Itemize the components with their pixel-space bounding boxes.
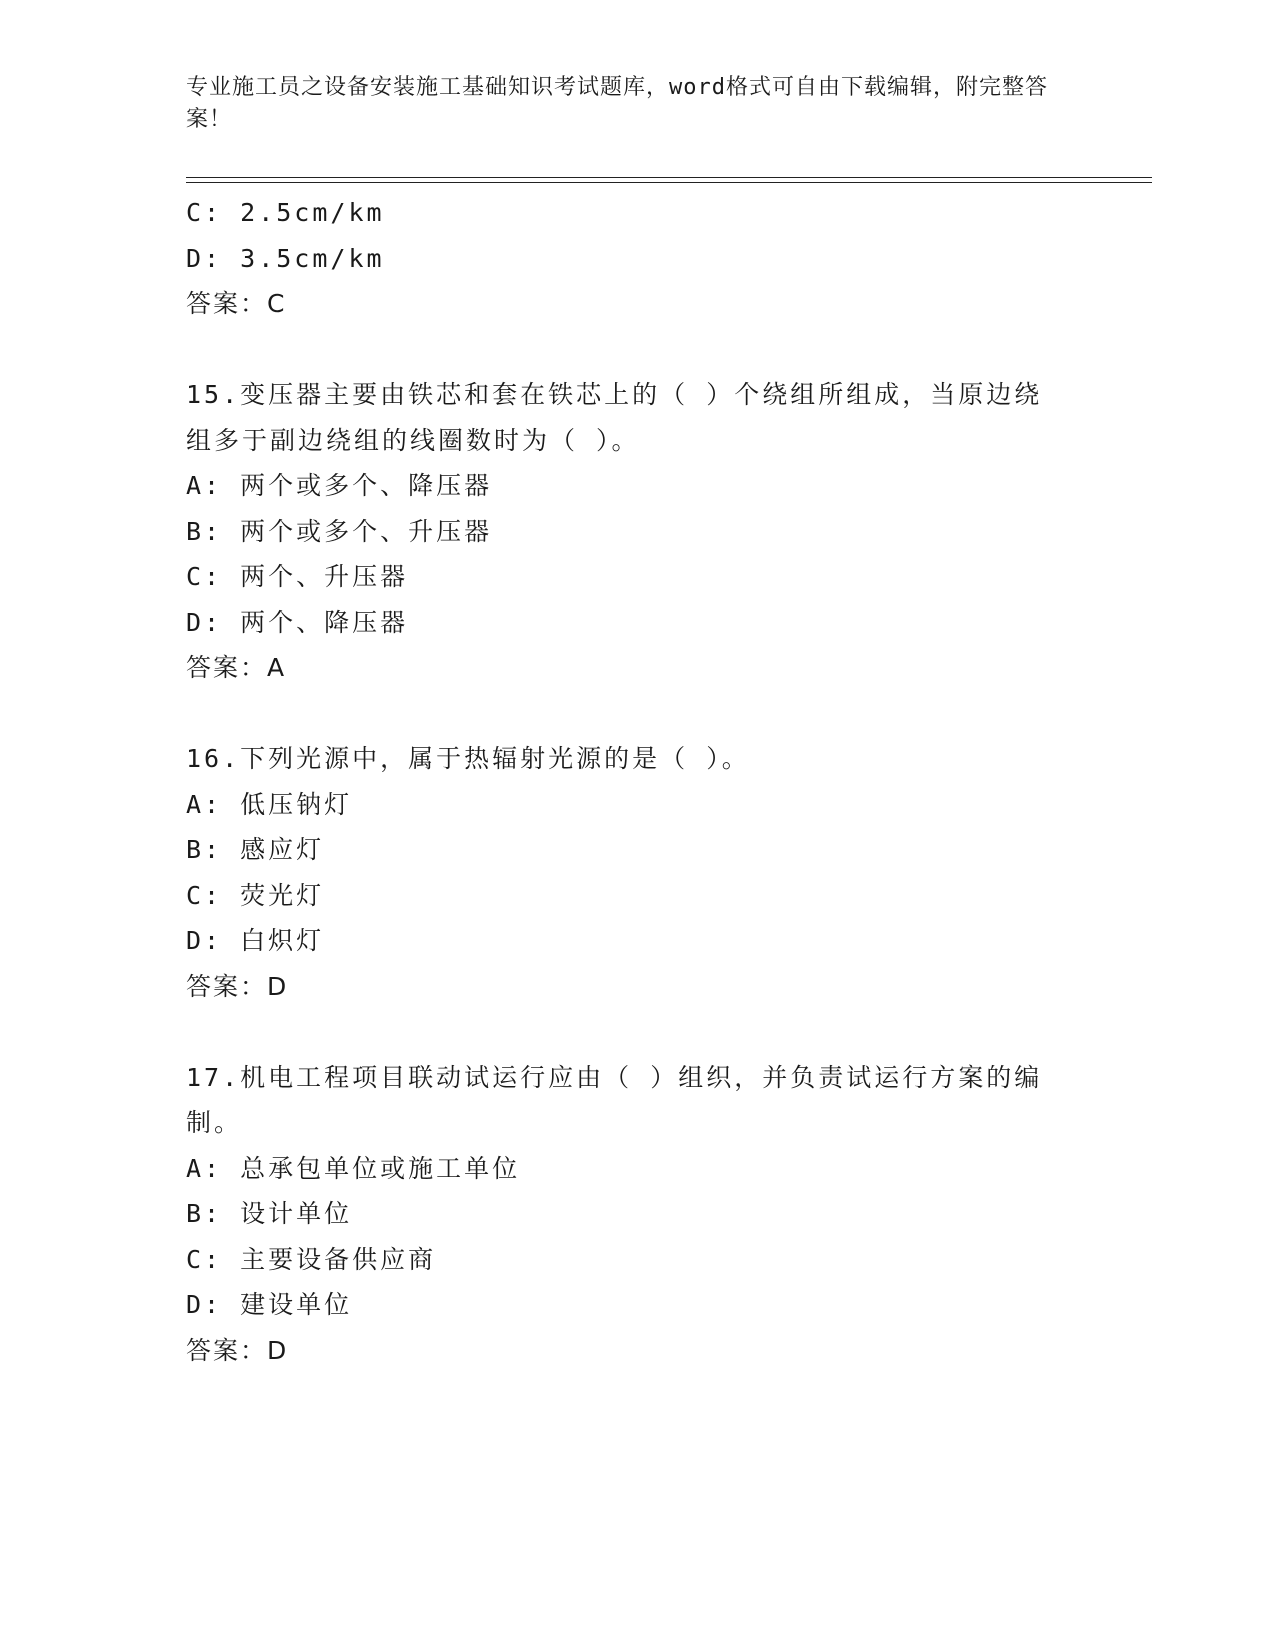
question-text: 15.变压器主要由铁芯和套在铁芯上的（ ）个绕组所组成，当原边绕组多于副边绕组的线圈数时为（ ）。 <box>186 380 1043 455</box>
option-d: D: 两个、降压器 <box>186 607 409 637</box>
answer-line: 答案：D <box>186 971 289 1001</box>
document-header: 专业施工员之设备安装施工基础知识考试题库，word格式可自由下载编辑，附完整答案！ <box>186 75 1048 132</box>
option-b: B: 设计单位 <box>186 1199 353 1228</box>
option-a: A: 低压钠灯 <box>186 789 353 819</box>
header-divider-top <box>186 177 1152 178</box>
question-16 <box>186 736 1086 1009</box>
spacer <box>186 1009 1086 1055</box>
option-c: C: 荧光灯 <box>186 880 325 910</box>
header-divider-bottom <box>186 182 1152 183</box>
option-b: B: 感应灯 <box>186 835 325 864</box>
option-d: D: 3.5cm/km <box>186 243 385 273</box>
question-15 <box>186 372 1086 691</box>
partial-question <box>186 190 1086 327</box>
question-text: 17.机电工程项目联动试运行应由（ ）组织，并负责试运行方案的编制。 <box>186 1062 1043 1137</box>
spacer <box>186 691 1086 737</box>
question-list <box>186 190 1086 1373</box>
option-a: A: 总承包单位或施工单位 <box>186 1153 521 1183</box>
option-d: D: 白炽灯 <box>186 926 325 955</box>
option-c: C: 两个、升压器 <box>186 562 409 591</box>
answer-line: 答案：A <box>186 653 287 682</box>
option-b: B: 两个或多个、升压器 <box>186 516 493 546</box>
option-a: A: 两个或多个、降压器 <box>186 471 493 500</box>
option-c: C: 2.5cm/km <box>186 198 385 227</box>
question-17 <box>186 1055 1086 1374</box>
answer-line: 答案：C <box>186 289 287 318</box>
question-text: 16.下列光源中，属于热辐射光源的是（ ）。 <box>186 744 750 773</box>
option-d: D: 建设单位 <box>186 1290 353 1319</box>
spacer <box>186 327 1086 373</box>
option-c: C: 主要设备供应商 <box>186 1244 437 1274</box>
answer-line: 答案：D <box>186 1335 289 1365</box>
